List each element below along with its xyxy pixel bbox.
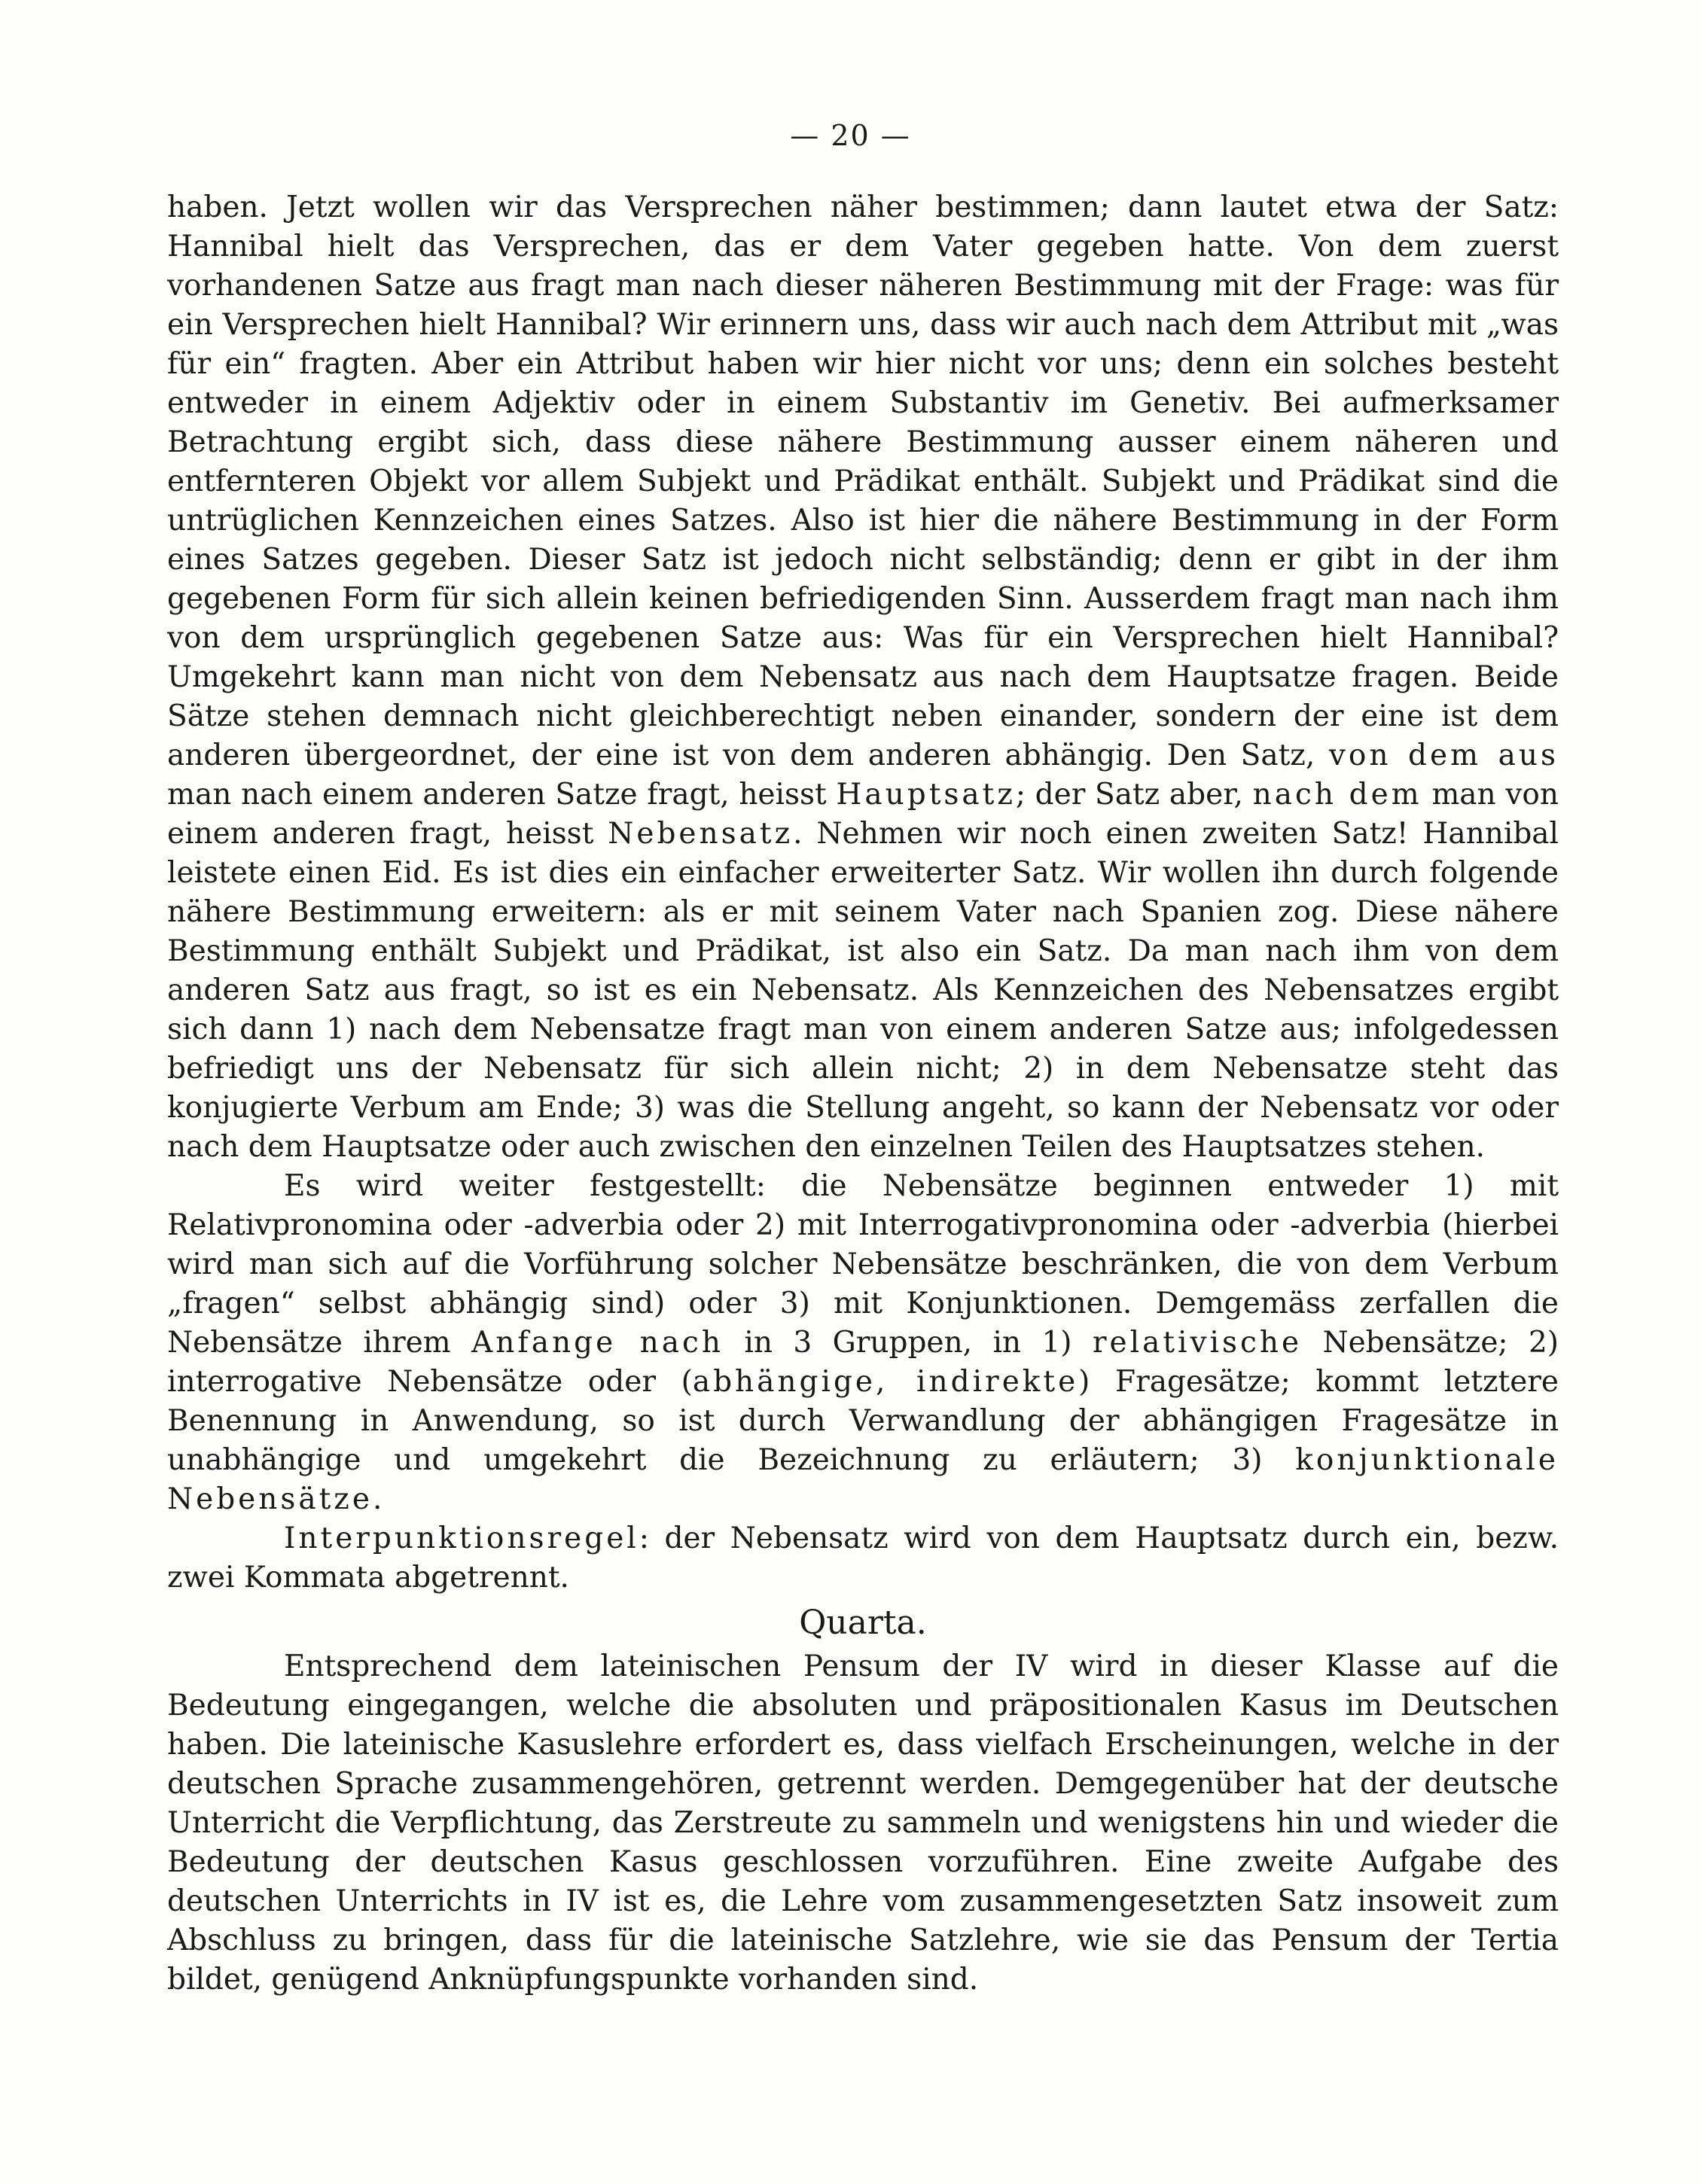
paragraph-interpunktionsregel — [167, 1519, 1559, 1598]
spaced-term: relativische — [1092, 1326, 1303, 1360]
text-run: man nach einem anderen Satze fragt, heisst — [167, 778, 837, 812]
text-run: ; der Satz aber, — [1015, 778, 1253, 812]
spaced-term: Interpunktionsregel — [284, 1521, 639, 1555]
text-run: haben. Jetzt wollen wir das Versprechen näher bestimmen; dann lautet etwa der Satz: Hannibal hielt das Versprechen, das er dem Vater gegeben hatte. Von dem zuerst vorhandenen Satze aus fragt man nach dieser näheren Bestimmung mit der Frage: was für ein Versprechen hielt Hannibal? Wir erinnern uns, dass wir auch nach dem Attribut mit „was für ein“ fragten. Aber ein Attribut haben wir hier nicht vor uns; denn ein solches besteht entweder in einem Adjektiv oder in einem Substantiv im Genetiv. Bei aufmerksamer Betrachtung ergibt sich, dass diese nähere Bestimmung ausser einem näheren und entfernteren Objekt vor allem Subjekt und Prädikat enthält. Subjekt und Prädikat sind die untrüglichen Kennzeichen eines Satzes. Also ist hier die nähere Bestimmung in der Form eines Satzes gegeben. Dieser Satz ist jedoch nicht selbständig; denn er gibt in der ihm gegebenen Form für sich allein keinen befriedigenden Sinn. Ausserdem fragt man nach ihm von dem ursprünglich gegebenen Satze aus: Was für ein Versprechen hielt Hannibal? Umgekehrt kann man nicht von dem Nebensatz aus nach dem Hauptsatze fragen. Beide Sätze stehen demnach nicht gleichberechtigt neben einander, sondern der eine ist dem anderen übergeordnet, der eine ist von dem anderen abhängig. Den Satz, — [167, 190, 1559, 772]
text-run: ) Fragesätze; kommt letztere Benennung in Anwendung, so ist durch Verwandlung der abhängigen Fragesätze in unabhängige und umgekehrt die Bezeichnung zu erläutern; 3) — [167, 1365, 1559, 1477]
text-run: man von einem anderen fragt, heisst — [167, 778, 1559, 851]
spaced-term: abhängige, indirekte — [692, 1365, 1079, 1399]
text-run: Entsprechend dem lateinischen Pensum der IV wird in dieser Klasse auf die Bedeutung eingegangen, welche die absoluten und präpositionalen Kasus im Deutschen haben. Die lateinische Kasuslehre erfordert es, dass vielfach Erscheinungen, welche in der deutschen Sprache zusammengehören, getrennt werden. Demgegenüber hat der deutsche Unterricht die Verpflichtung, das Zerstreute zu sammeln und wenigstens hin und wieder die Bedeutung der deutschen Kasus geschlossen vorzuführen. Eine zweite Aufgabe des deutschen Unterrichts in IV ist es, die Lehre vom zusammengesetzten Satz insoweit zum Abschluss zu bringen, dass für die lateinische Satzlehre, wie sie das Pensum der Tertia bildet, genügend Anknüpfungspunkte vorhanden sind. — [167, 1649, 1559, 1997]
text-run: . Nehmen wir noch einen zweiten Satz! Hannibal leistete einen Eid. Es ist dies ein einfacher erweiterter Satz. Wir wollen ihn durch folgende nähere Bestimmung erweitern: als er mit seinem Vater nach Spanien zog. Diese nähere Bestimmung enthält Subjekt und Prädikat, ist also ein Satz. Da man nach ihm von dem anderen Satz aus fragt, so ist es ein Nebensatz. Als Kennzeichen des Nebensatzes ergibt sich dann 1) nach dem Nebensatze fragt man von einem anderen Satze aus; infolgedessen befriedigt uns der Nebensatz für sich allein nicht; 2) in dem Nebensatze steht das konjugierte Verbum am Ende; 3) was die Stellung angeht, so kann der Nebensatz vor oder nach dem Hauptsatze oder auch zwischen den einzelnen Teilen des Hauptsatzes stehen. — [167, 817, 1559, 1164]
page-number: — 20 — — [790, 119, 911, 152]
spaced-term: von dem aus — [1328, 739, 1559, 772]
spaced-term: Nebensatz — [608, 817, 794, 851]
spaced-term: konjunktionale Nebensätze — [167, 1443, 1559, 1516]
spaced-term: Hauptsatz — [836, 778, 1016, 812]
text-run: . — [372, 1482, 383, 1516]
spaced-term: Anfange nach — [471, 1326, 724, 1360]
section-heading-quarta: Quarta. — [799, 1604, 927, 1642]
spaced-term: nach dem — [1252, 778, 1422, 812]
body-text — [167, 188, 1559, 2000]
text-run: Es wird weiter festgestellt: die Nebensätze beginnen entweder 1) mit Relativpronomina oder -adverbia oder 2) mit Interrogativpronomina oder -adverbia (hierbei wird man sich auf die Vorführung solcher Nebensätze beschränken, die von dem Verbum „fragen“ selbst abhängig sind) oder 3) mit Konjunktionen. Demgemäss zerfallen die Nebensätze ihrem — [167, 1169, 1559, 1360]
text-run: : der Nebensatz wird von dem Hauptsatz durch ein, bezw. zwei Kommata abgetrennt. — [167, 1521, 1559, 1595]
paragraph-hauptsatz-nebensatz — [167, 188, 1559, 1167]
paragraph-quarta — [167, 1647, 1559, 2000]
paragraph-nebensatz-gruppen — [167, 1167, 1559, 1519]
text-run: in 3 Gruppen, in 1) — [723, 1326, 1093, 1360]
text-run: Nebensätze; 2) interrogative Nebensätze oder ( — [167, 1326, 1559, 1399]
